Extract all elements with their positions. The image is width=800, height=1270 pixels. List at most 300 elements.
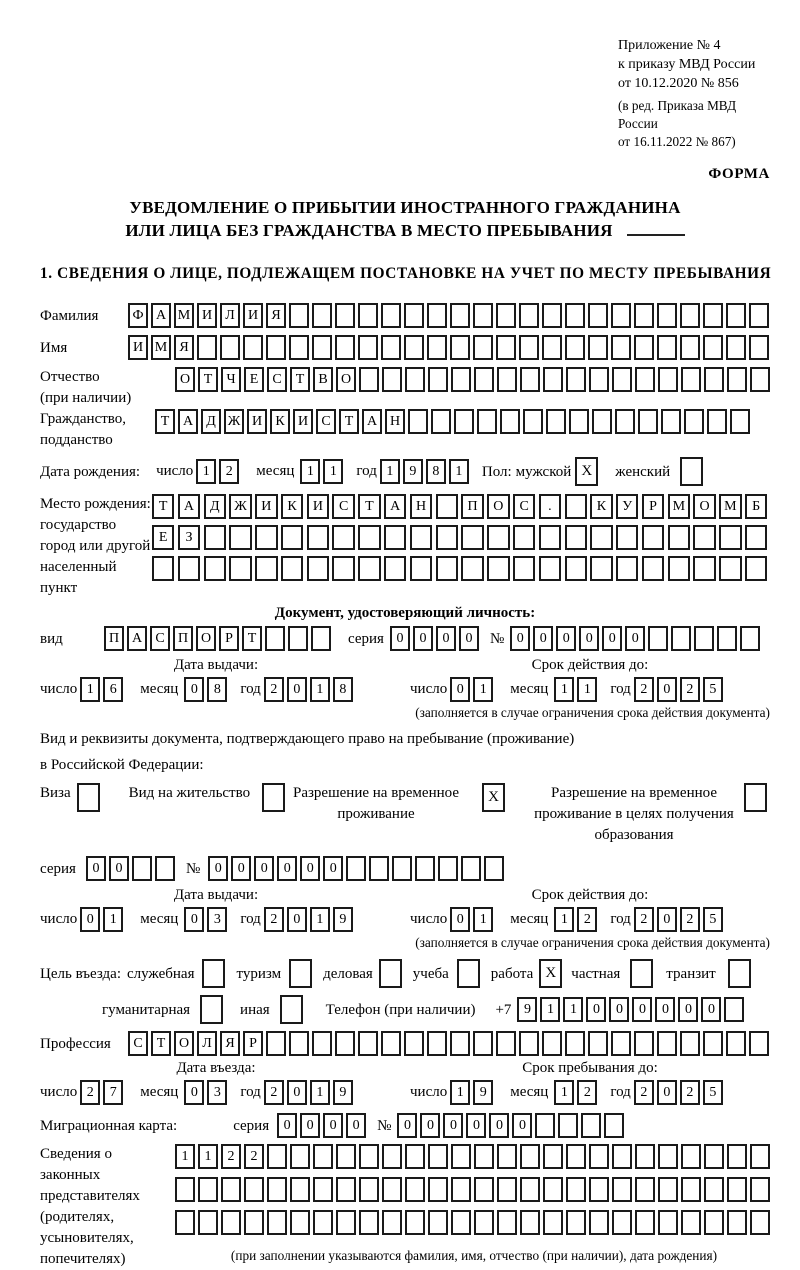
phone-digit-box[interactable]: 0 — [632, 997, 652, 1022]
representatives-char-box[interactable] — [704, 1144, 724, 1169]
surname-char-box[interactable] — [450, 303, 470, 328]
firstname-char-box[interactable] — [450, 335, 470, 360]
representatives-char-box[interactable] — [221, 1210, 241, 1235]
birth-place-char-box[interactable] — [255, 556, 277, 581]
profession-char-box[interactable] — [358, 1031, 378, 1056]
profession-char-box[interactable] — [473, 1031, 493, 1056]
patronymic-char-box[interactable] — [451, 367, 471, 392]
representatives-char-box[interactable] — [336, 1177, 356, 1202]
purpose-transit-checkbox[interactable] — [728, 959, 751, 988]
residence-number-box[interactable]: 0 — [300, 856, 320, 881]
representatives-char-box[interactable] — [612, 1177, 632, 1202]
patronymic-char-box[interactable]: В — [313, 367, 333, 392]
patronymic-char-box[interactable] — [681, 367, 701, 392]
residence-series-box[interactable] — [155, 856, 175, 881]
patronymic-char-box[interactable]: Ч — [221, 367, 241, 392]
profession-char-box[interactable] — [588, 1031, 608, 1056]
birth-place-char-box[interactable] — [539, 525, 561, 550]
citizenship-char-box[interactable]: Н — [385, 409, 405, 434]
representatives-char-box[interactable] — [635, 1177, 655, 1202]
entry-year-box[interactable]: 1 — [310, 1080, 330, 1105]
citizenship-char-box[interactable] — [477, 409, 497, 434]
phone-digit-box[interactable]: 0 — [586, 997, 606, 1022]
purpose-tourism-checkbox[interactable] — [289, 959, 312, 988]
firstname-char-box[interactable] — [565, 335, 585, 360]
representatives-char-box[interactable] — [382, 1177, 402, 1202]
birth-place-char-box[interactable] — [178, 556, 200, 581]
representatives-char-box[interactable] — [566, 1177, 586, 1202]
citizenship-char-box[interactable] — [569, 409, 589, 434]
phone-digit-box[interactable]: 1 — [540, 997, 560, 1022]
birth-place-char-box[interactable] — [487, 525, 509, 550]
birth-place-char-box[interactable] — [307, 556, 329, 581]
patronymic-char-box[interactable] — [497, 367, 517, 392]
representatives-char-box[interactable] — [520, 1177, 540, 1202]
patronymic-char-box[interactable]: Т — [198, 367, 218, 392]
birth-place-char-box[interactable] — [436, 525, 458, 550]
representatives-char-box[interactable] — [474, 1177, 494, 1202]
representatives-char-box[interactable] — [543, 1144, 563, 1169]
birth-place-char-box[interactable]: А — [384, 494, 406, 519]
birth-place-char-box[interactable] — [281, 556, 303, 581]
doc-issue-year-box[interactable]: 8 — [333, 677, 353, 702]
firstname-char-box[interactable] — [404, 335, 424, 360]
doc-type-char-box[interactable]: С — [150, 626, 170, 651]
representatives-char-box[interactable] — [267, 1210, 287, 1235]
representatives-char-box[interactable] — [589, 1210, 609, 1235]
citizenship-char-box[interactable] — [615, 409, 635, 434]
birth-place-char-box[interactable] — [461, 525, 483, 550]
birth-place-char-box[interactable]: К — [590, 494, 612, 519]
doc-number-box[interactable] — [694, 626, 714, 651]
birth-place-char-box[interactable]: К — [281, 494, 303, 519]
patronymic-char-box[interactable] — [635, 367, 655, 392]
temp-residence-checkbox[interactable]: X — [482, 783, 505, 812]
citizenship-char-box[interactable] — [661, 409, 681, 434]
residence-number-box[interactable] — [484, 856, 504, 881]
representatives-char-box[interactable] — [750, 1210, 770, 1235]
firstname-char-box[interactable] — [220, 335, 240, 360]
patronymic-char-box[interactable]: О — [336, 367, 356, 392]
firstname-char-box[interactable] — [243, 335, 263, 360]
residence-number-box[interactable]: 0 — [231, 856, 251, 881]
entry-month-box[interactable]: 3 — [207, 1080, 227, 1105]
profession-char-box[interactable] — [680, 1031, 700, 1056]
doc-type-char-box[interactable]: Р — [219, 626, 239, 651]
patronymic-char-box[interactable] — [405, 367, 425, 392]
firstname-char-box[interactable] — [749, 335, 769, 360]
birth-place-char-box[interactable] — [436, 494, 458, 519]
firstname-char-box[interactable] — [519, 335, 539, 360]
stay-day-box[interactable]: 1 — [450, 1080, 470, 1105]
birth-place-char-box[interactable] — [513, 525, 535, 550]
representatives-char-box[interactable] — [290, 1210, 310, 1235]
birth-place-char-box[interactable] — [616, 556, 638, 581]
representatives-char-box[interactable] — [635, 1210, 655, 1235]
representatives-char-box[interactable] — [244, 1177, 264, 1202]
patronymic-char-box[interactable] — [359, 367, 379, 392]
doc-number-box[interactable]: 0 — [533, 626, 553, 651]
birth-place-char-box[interactable] — [565, 525, 587, 550]
representatives-char-box[interactable] — [290, 1177, 310, 1202]
migration-number-box[interactable] — [558, 1113, 578, 1138]
citizenship-char-box[interactable] — [638, 409, 658, 434]
birth-place-char-box[interactable]: М — [668, 494, 690, 519]
migration-number-box[interactable]: 0 — [466, 1113, 486, 1138]
citizenship-char-box[interactable] — [500, 409, 520, 434]
profession-char-box[interactable]: О — [174, 1031, 194, 1056]
birth-place-char-box[interactable] — [204, 525, 226, 550]
birth-day-box[interactable]: 2 — [219, 459, 239, 484]
doc-number-box[interactable]: 0 — [579, 626, 599, 651]
representatives-char-box[interactable] — [198, 1210, 218, 1235]
surname-char-box[interactable] — [565, 303, 585, 328]
doc-expiry-year-box[interactable]: 2 — [680, 677, 700, 702]
residence-number-box[interactable] — [461, 856, 481, 881]
stay-year-box[interactable]: 2 — [634, 1080, 654, 1105]
surname-char-box[interactable] — [358, 303, 378, 328]
migration-number-box[interactable]: 0 — [512, 1113, 532, 1138]
profession-char-box[interactable] — [726, 1031, 746, 1056]
representatives-char-box[interactable] — [198, 1177, 218, 1202]
doc-issue-month-box[interactable]: 0 — [184, 677, 204, 702]
phone-digit-box[interactable] — [724, 997, 744, 1022]
representatives-char-box[interactable] — [681, 1177, 701, 1202]
surname-char-box[interactable]: И — [243, 303, 263, 328]
representatives-char-box[interactable] — [474, 1210, 494, 1235]
residence-issue-day-box[interactable]: 1 — [103, 907, 123, 932]
representatives-char-box[interactable] — [704, 1210, 724, 1235]
birth-place-char-box[interactable] — [487, 556, 509, 581]
doc-expiry-year-box[interactable]: 0 — [657, 677, 677, 702]
profession-char-box[interactable] — [427, 1031, 447, 1056]
residence-number-box[interactable] — [438, 856, 458, 881]
citizenship-char-box[interactable]: Д — [201, 409, 221, 434]
representatives-char-box[interactable] — [382, 1210, 402, 1235]
residence-series-box[interactable] — [132, 856, 152, 881]
doc-series-box[interactable]: 0 — [390, 626, 410, 651]
birth-place-char-box[interactable] — [745, 556, 767, 581]
migration-series-box[interactable]: 0 — [277, 1113, 297, 1138]
phone-digit-box[interactable]: 0 — [655, 997, 675, 1022]
surname-char-box[interactable]: Ф — [128, 303, 148, 328]
surname-char-box[interactable] — [542, 303, 562, 328]
surname-char-box[interactable] — [427, 303, 447, 328]
purpose-study-checkbox[interactable] — [457, 959, 480, 988]
citizenship-char-box[interactable] — [592, 409, 612, 434]
residence-issue-month-box[interactable]: 3 — [207, 907, 227, 932]
representatives-char-box[interactable] — [658, 1144, 678, 1169]
birth-place-char-box[interactable] — [642, 525, 664, 550]
residence-issue-month-box[interactable]: 0 — [184, 907, 204, 932]
firstname-char-box[interactable]: М — [151, 335, 171, 360]
phone-digit-box[interactable]: 9 — [517, 997, 537, 1022]
doc-number-box[interactable] — [740, 626, 760, 651]
residence-series-box[interactable]: 0 — [109, 856, 129, 881]
representatives-char-box[interactable]: 2 — [221, 1144, 241, 1169]
representatives-char-box[interactable]: 1 — [198, 1144, 218, 1169]
phone-digit-box[interactable]: 0 — [609, 997, 629, 1022]
representatives-char-box[interactable] — [313, 1210, 333, 1235]
stay-day-box[interactable]: 9 — [473, 1080, 493, 1105]
firstname-char-box[interactable] — [703, 335, 723, 360]
doc-number-box[interactable]: 0 — [625, 626, 645, 651]
doc-type-char-box[interactable] — [288, 626, 308, 651]
doc-type-char-box[interactable] — [265, 626, 285, 651]
birth-place-char-box[interactable] — [642, 556, 664, 581]
migration-number-box[interactable]: 0 — [443, 1113, 463, 1138]
birth-year-box[interactable]: 8 — [426, 459, 446, 484]
representatives-char-box[interactable] — [267, 1177, 287, 1202]
patronymic-char-box[interactable]: Е — [244, 367, 264, 392]
birth-place-char-box[interactable] — [719, 525, 741, 550]
patronymic-char-box[interactable] — [727, 367, 747, 392]
birth-place-char-box[interactable] — [229, 525, 251, 550]
surname-char-box[interactable] — [703, 303, 723, 328]
birth-place-char-box[interactable]: Р — [642, 494, 664, 519]
patronymic-char-box[interactable] — [382, 367, 402, 392]
profession-char-box[interactable] — [289, 1031, 309, 1056]
firstname-char-box[interactable] — [381, 335, 401, 360]
doc-number-box[interactable] — [648, 626, 668, 651]
birth-place-char-box[interactable]: Д — [204, 494, 226, 519]
female-checkbox[interactable] — [680, 457, 703, 486]
phone-digit-box[interactable]: 1 — [563, 997, 583, 1022]
phone-digit-box[interactable]: 0 — [701, 997, 721, 1022]
birth-place-char-box[interactable] — [307, 525, 329, 550]
patronymic-char-box[interactable] — [612, 367, 632, 392]
surname-char-box[interactable]: А — [151, 303, 171, 328]
birth-month-box[interactable]: 1 — [300, 459, 320, 484]
firstname-char-box[interactable] — [335, 335, 355, 360]
birth-place-char-box[interactable] — [384, 556, 406, 581]
profession-char-box[interactable]: Р — [243, 1031, 263, 1056]
purpose-business-checkbox[interactable] — [379, 959, 402, 988]
migration-number-box[interactable]: 0 — [397, 1113, 417, 1138]
representatives-char-box[interactable] — [428, 1210, 448, 1235]
citizenship-char-box[interactable] — [454, 409, 474, 434]
representatives-char-box[interactable] — [750, 1144, 770, 1169]
doc-expiry-year-box[interactable]: 5 — [703, 677, 723, 702]
birth-place-char-box[interactable]: П — [461, 494, 483, 519]
representatives-char-box[interactable] — [336, 1144, 356, 1169]
birth-place-char-box[interactable] — [410, 556, 432, 581]
migration-number-box[interactable]: 0 — [489, 1113, 509, 1138]
birth-place-char-box[interactable] — [616, 525, 638, 550]
entry-year-box[interactable]: 9 — [333, 1080, 353, 1105]
doc-number-box[interactable]: 0 — [556, 626, 576, 651]
representatives-char-box[interactable] — [635, 1144, 655, 1169]
profession-char-box[interactable] — [634, 1031, 654, 1056]
representatives-char-box[interactable] — [681, 1210, 701, 1235]
surname-char-box[interactable] — [588, 303, 608, 328]
birth-month-box[interactable]: 1 — [323, 459, 343, 484]
firstname-char-box[interactable] — [289, 335, 309, 360]
profession-char-box[interactable] — [542, 1031, 562, 1056]
doc-series-box[interactable]: 0 — [413, 626, 433, 651]
doc-issue-month-box[interactable]: 8 — [207, 677, 227, 702]
migration-series-box[interactable]: 0 — [346, 1113, 366, 1138]
doc-issue-year-box[interactable]: 2 — [264, 677, 284, 702]
patronymic-char-box[interactable] — [589, 367, 609, 392]
representatives-char-box[interactable] — [405, 1177, 425, 1202]
representatives-char-box[interactable] — [497, 1144, 517, 1169]
birth-place-char-box[interactable]: С — [513, 494, 535, 519]
stay-year-box[interactable]: 5 — [703, 1080, 723, 1105]
citizenship-char-box[interactable]: А — [362, 409, 382, 434]
birth-place-char-box[interactable] — [693, 556, 715, 581]
representatives-char-box[interactable] — [543, 1210, 563, 1235]
entry-month-box[interactable]: 0 — [184, 1080, 204, 1105]
firstname-char-box[interactable] — [680, 335, 700, 360]
birth-place-char-box[interactable] — [590, 525, 612, 550]
birth-place-char-box[interactable] — [332, 525, 354, 550]
citizenship-char-box[interactable] — [408, 409, 428, 434]
birth-year-box[interactable]: 1 — [380, 459, 400, 484]
patronymic-char-box[interactable] — [750, 367, 770, 392]
profession-char-box[interactable] — [611, 1031, 631, 1056]
citizenship-char-box[interactable]: Ж — [224, 409, 244, 434]
patronymic-char-box[interactable] — [658, 367, 678, 392]
migration-number-box[interactable] — [535, 1113, 555, 1138]
patronymic-char-box[interactable] — [428, 367, 448, 392]
birth-place-char-box[interactable]: . — [539, 494, 561, 519]
birth-place-char-box[interactable] — [668, 525, 690, 550]
representatives-char-box[interactable] — [175, 1177, 195, 1202]
doc-expiry-month-box[interactable]: 1 — [577, 677, 597, 702]
firstname-char-box[interactable] — [657, 335, 677, 360]
birth-place-char-box[interactable] — [539, 556, 561, 581]
doc-type-char-box[interactable]: О — [196, 626, 216, 651]
patronymic-char-box[interactable]: Т — [290, 367, 310, 392]
representatives-char-box[interactable] — [497, 1210, 517, 1235]
firstname-char-box[interactable] — [542, 335, 562, 360]
residence-number-box[interactable]: 0 — [277, 856, 297, 881]
profession-char-box[interactable] — [312, 1031, 332, 1056]
entry-day-box[interactable]: 7 — [103, 1080, 123, 1105]
residence-expiry-year-box[interactable]: 0 — [657, 907, 677, 932]
citizenship-char-box[interactable] — [684, 409, 704, 434]
representatives-char-box[interactable] — [428, 1144, 448, 1169]
migration-series-box[interactable]: 0 — [300, 1113, 320, 1138]
profession-char-box[interactable] — [335, 1031, 355, 1056]
representatives-char-box[interactable]: 1 — [175, 1144, 195, 1169]
doc-type-char-box[interactable] — [311, 626, 331, 651]
profession-char-box[interactable] — [266, 1031, 286, 1056]
surname-char-box[interactable] — [335, 303, 355, 328]
surname-char-box[interactable] — [657, 303, 677, 328]
surname-char-box[interactable]: Я — [266, 303, 286, 328]
birth-place-char-box[interactable] — [229, 556, 251, 581]
purpose-other-checkbox[interactable] — [280, 995, 303, 1024]
representatives-char-box[interactable] — [589, 1144, 609, 1169]
birth-place-char-box[interactable] — [668, 556, 690, 581]
migration-series-box[interactable]: 0 — [323, 1113, 343, 1138]
surname-char-box[interactable] — [496, 303, 516, 328]
profession-char-box[interactable] — [450, 1031, 470, 1056]
birth-place-char-box[interactable] — [358, 525, 380, 550]
surname-char-box[interactable] — [726, 303, 746, 328]
residence-expiry-year-box[interactable]: 2 — [680, 907, 700, 932]
visa-checkbox[interactable] — [77, 783, 100, 812]
residence-number-box[interactable] — [346, 856, 366, 881]
birth-place-char-box[interactable]: Н — [410, 494, 432, 519]
purpose-private-checkbox[interactable] — [630, 959, 653, 988]
residence-issue-day-box[interactable]: 0 — [80, 907, 100, 932]
male-checkbox[interactable]: X — [575, 457, 598, 486]
purpose-official-checkbox[interactable] — [202, 959, 225, 988]
residence-number-box[interactable] — [392, 856, 412, 881]
representatives-char-box[interactable] — [566, 1210, 586, 1235]
representatives-char-box[interactable] — [451, 1210, 471, 1235]
citizenship-char-box[interactable] — [546, 409, 566, 434]
doc-expiry-year-box[interactable]: 2 — [634, 677, 654, 702]
doc-issue-year-box[interactable]: 1 — [310, 677, 330, 702]
patronymic-char-box[interactable] — [520, 367, 540, 392]
citizenship-char-box[interactable]: А — [178, 409, 198, 434]
birth-place-char-box[interactable]: И — [255, 494, 277, 519]
representatives-char-box[interactable] — [727, 1177, 747, 1202]
profession-char-box[interactable] — [703, 1031, 723, 1056]
profession-char-box[interactable] — [519, 1031, 539, 1056]
residence-issue-year-box[interactable]: 2 — [264, 907, 284, 932]
representatives-char-box[interactable] — [359, 1210, 379, 1235]
representatives-char-box[interactable] — [428, 1177, 448, 1202]
birth-place-char-box[interactable]: И — [307, 494, 329, 519]
residence-issue-year-box[interactable]: 1 — [310, 907, 330, 932]
profession-char-box[interactable] — [565, 1031, 585, 1056]
birth-place-char-box[interactable] — [590, 556, 612, 581]
citizenship-char-box[interactable]: С — [316, 409, 336, 434]
citizenship-char-box[interactable]: И — [247, 409, 267, 434]
doc-expiry-day-box[interactable]: 0 — [450, 677, 470, 702]
birth-year-box[interactable]: 1 — [449, 459, 469, 484]
representatives-char-box[interactable] — [313, 1177, 333, 1202]
firstname-char-box[interactable] — [588, 335, 608, 360]
residence-expiry-year-box[interactable]: 5 — [703, 907, 723, 932]
birth-place-char-box[interactable]: А — [178, 494, 200, 519]
doc-type-char-box[interactable]: П — [173, 626, 193, 651]
doc-expiry-day-box[interactable]: 1 — [473, 677, 493, 702]
surname-char-box[interactable] — [404, 303, 424, 328]
birth-place-char-box[interactable]: Е — [152, 525, 174, 550]
surname-char-box[interactable] — [473, 303, 493, 328]
patronymic-char-box[interactable]: О — [175, 367, 195, 392]
birth-place-char-box[interactable]: О — [487, 494, 509, 519]
firstname-char-box[interactable] — [496, 335, 516, 360]
birth-place-char-box[interactable] — [693, 525, 715, 550]
representatives-char-box[interactable] — [589, 1177, 609, 1202]
firstname-char-box[interactable]: И — [128, 335, 148, 360]
representatives-char-box[interactable] — [290, 1144, 310, 1169]
patronymic-char-box[interactable] — [566, 367, 586, 392]
doc-issue-day-box[interactable]: 6 — [103, 677, 123, 702]
citizenship-char-box[interactable]: К — [270, 409, 290, 434]
citizenship-char-box[interactable] — [431, 409, 451, 434]
representatives-char-box[interactable] — [336, 1210, 356, 1235]
birth-place-char-box[interactable] — [565, 556, 587, 581]
surname-char-box[interactable]: М — [174, 303, 194, 328]
surname-char-box[interactable] — [289, 303, 309, 328]
birth-place-char-box[interactable]: С — [332, 494, 354, 519]
profession-char-box[interactable]: Т — [151, 1031, 171, 1056]
representatives-char-box[interactable] — [612, 1210, 632, 1235]
purpose-work-checkbox[interactable]: X — [539, 959, 562, 988]
citizenship-char-box[interactable]: Т — [155, 409, 175, 434]
representatives-char-box[interactable] — [313, 1144, 333, 1169]
citizenship-char-box[interactable]: Т — [339, 409, 359, 434]
representatives-char-box[interactable] — [451, 1177, 471, 1202]
